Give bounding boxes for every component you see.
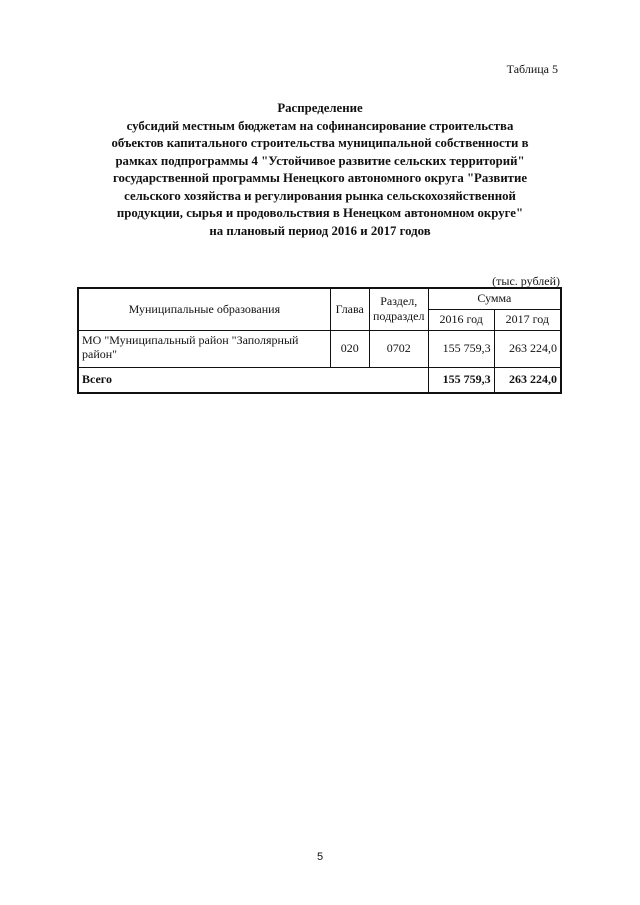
heading-line: рамках подпрограммы 4 "Устойчивое развитие сельских территорий": [115, 153, 525, 168]
header-chapter: Глава: [330, 288, 369, 330]
header-year-2017: 2017 год: [494, 309, 561, 330]
cell-2016: 155 759,3: [428, 330, 494, 367]
total-2016: 155 759,3: [428, 367, 494, 393]
total-2017: 263 224,0: [494, 367, 561, 393]
total-row: [78, 367, 561, 393]
heading-line: продукции, сырья и продовольствия в Ненецком автономном округе": [116, 206, 524, 220]
subsidy-table: [77, 287, 562, 394]
heading-line: государственной программы Ненецкого автономного округа "Развитие: [112, 171, 528, 185]
heading-line: субсидий местным бюджетам на софинансирование строительства: [126, 118, 514, 133]
header-section: Раздел, подраздел: [369, 288, 428, 330]
total-label: Всего: [78, 367, 428, 393]
table-row: [78, 330, 561, 367]
cell-municipality: МО "Муниципальный район "Заполярный район": [78, 330, 330, 367]
cell-2017: 263 224,0: [494, 330, 561, 367]
heading-line: сельского хозяйства и регулирования рынка сельскохозяйственной: [124, 188, 516, 203]
header-sum: Сумма: [428, 288, 561, 309]
units-label: (тыс. рублей): [492, 274, 560, 288]
table-number-label: Таблица 5: [506, 62, 558, 76]
heading-line: Распределение: [277, 101, 363, 115]
cell-chapter: 020: [330, 330, 369, 367]
header-municipality: Муниципальные образования: [78, 288, 330, 330]
cell-section: 0702: [369, 330, 428, 367]
heading-line: объектов капитального строительства муниципальной собственности в: [111, 136, 529, 150]
heading-line: на плановый период 2016 и 2017 годов: [209, 223, 431, 238]
page-number: 5: [316, 851, 324, 863]
document-heading: [70, 100, 570, 240]
header-year-2016: 2016 год: [428, 309, 494, 330]
